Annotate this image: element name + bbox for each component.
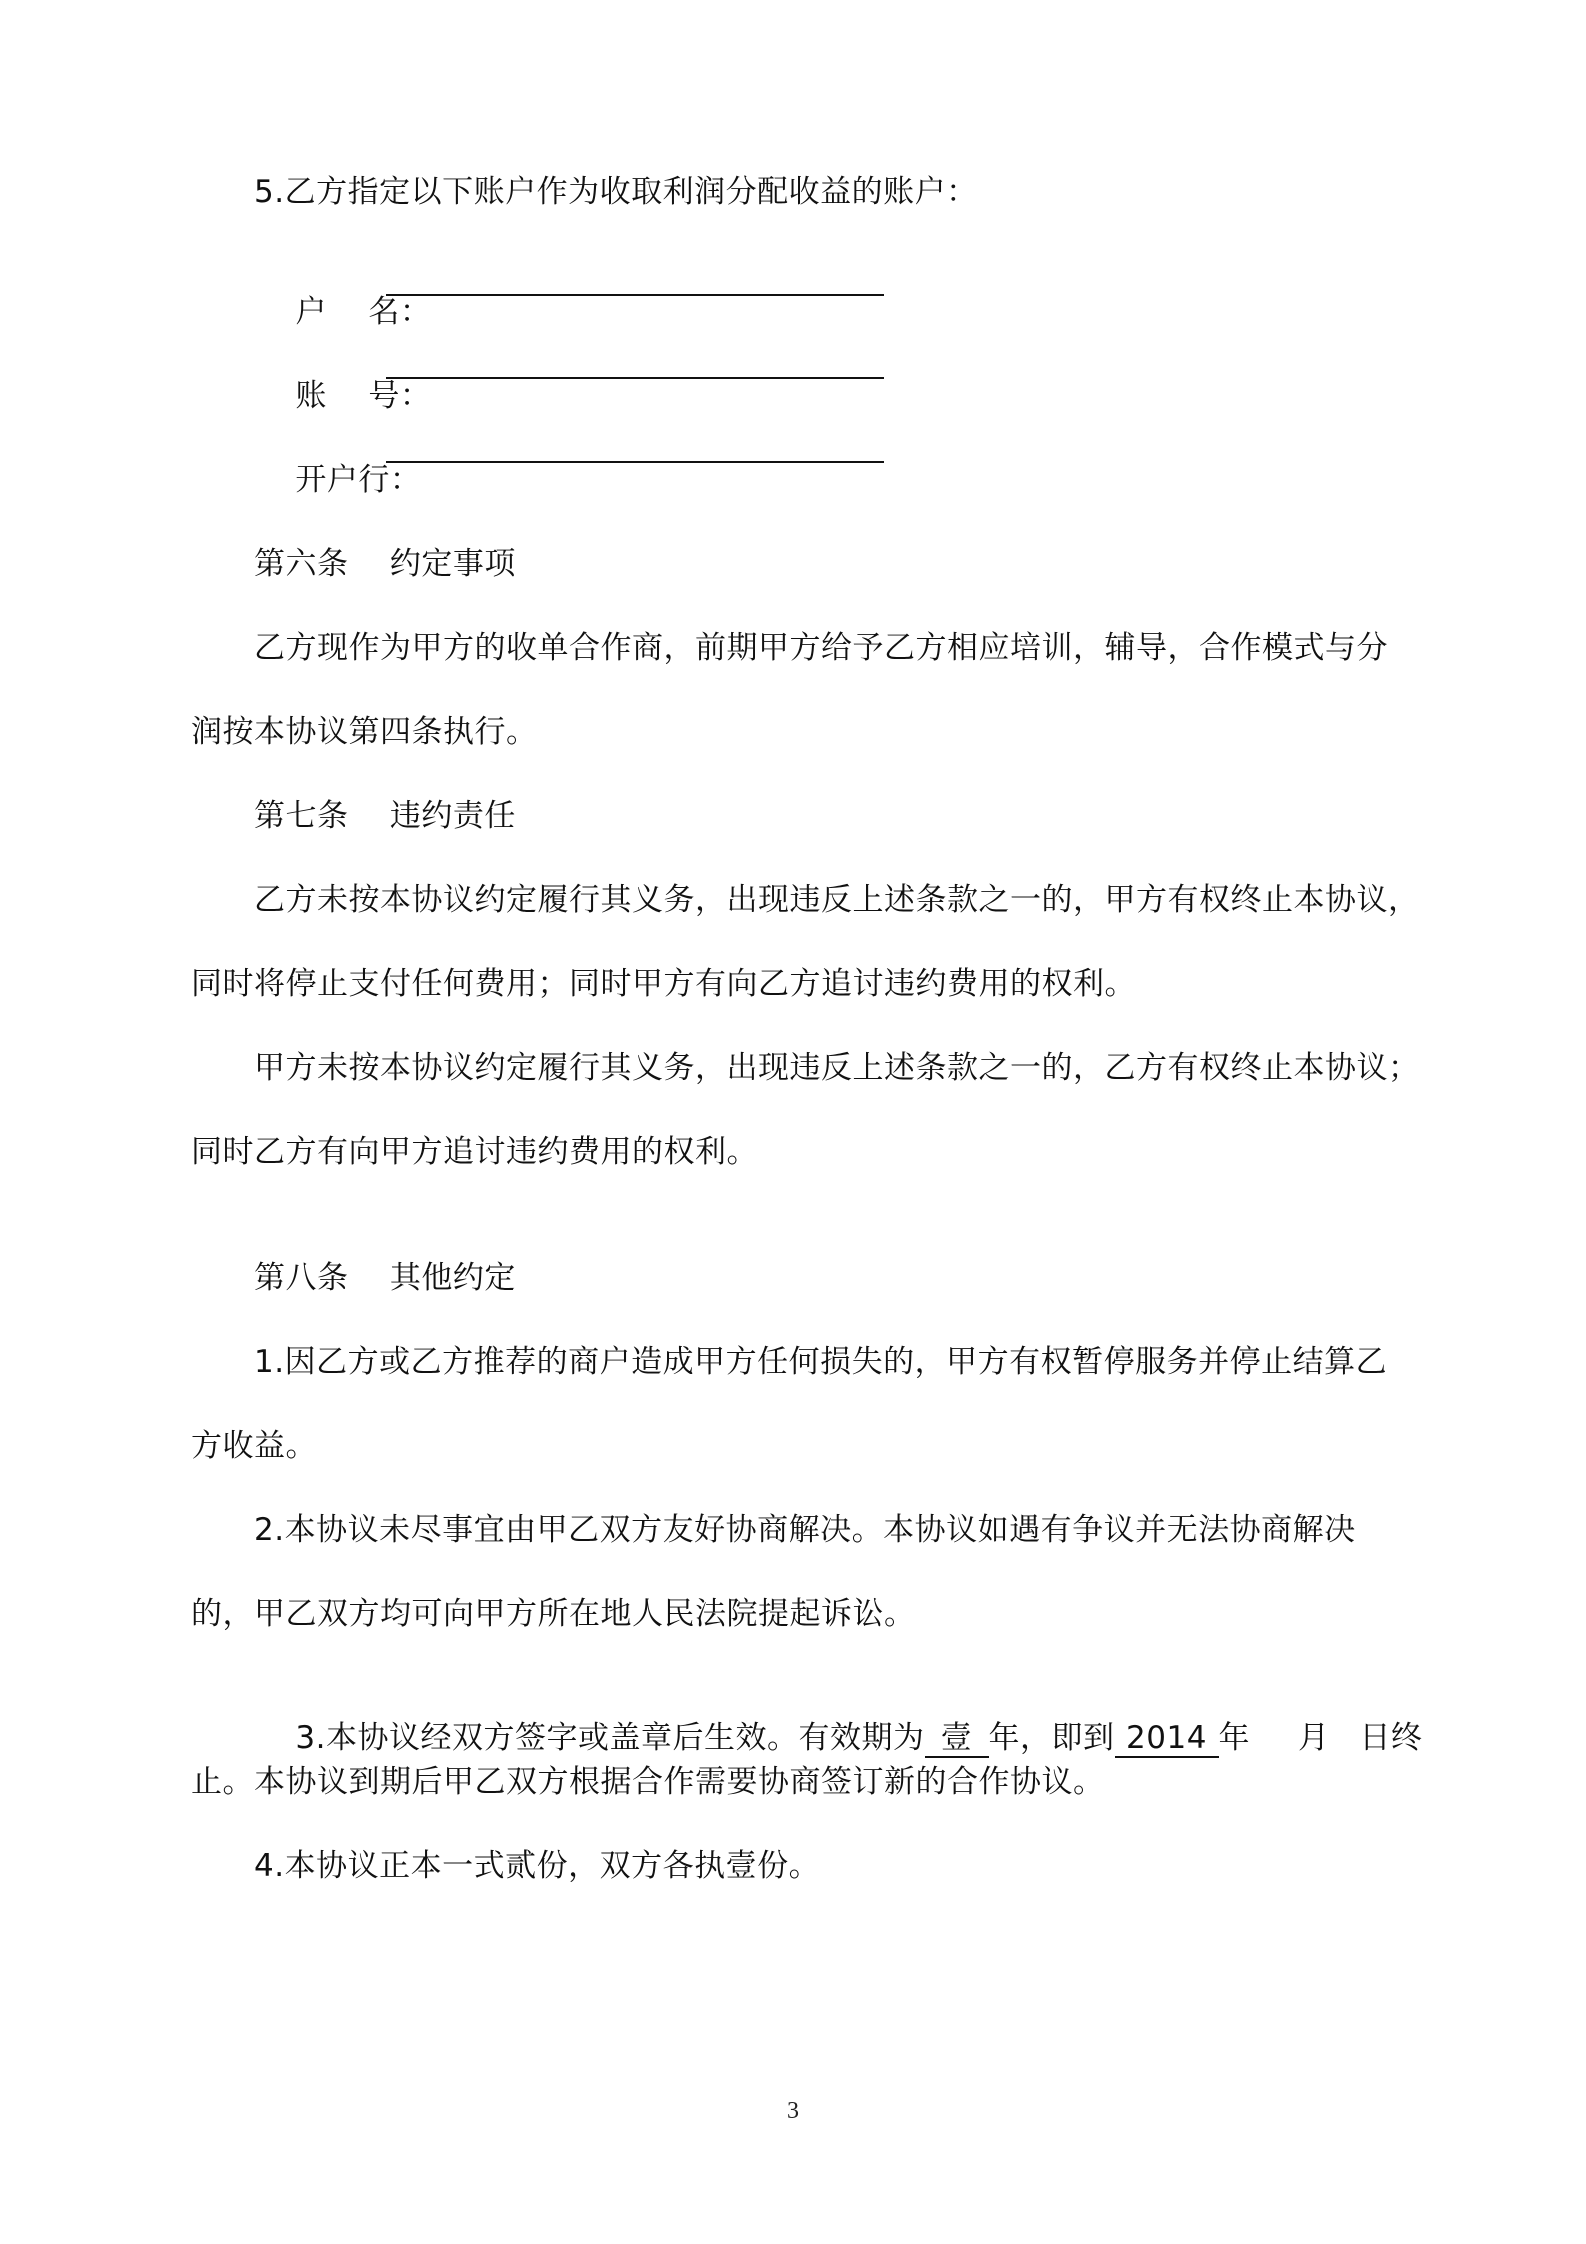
article8-item1-line2: 方收益。 bbox=[191, 1428, 317, 1464]
article7-para2-line1: 甲方未按本协议约定履行其义务，出现违反上述条款之一的，乙方有权终止本协议； bbox=[254, 1050, 1420, 1086]
article8-item3-line2: 止。本协议到期后甲乙双方根据合作需要协商签订新的合作协议。 bbox=[191, 1764, 1105, 1800]
bank-name-label bbox=[254, 420, 426, 540]
account-intro: 5.乙方指定以下账户作为收取利润分配收益的账户： bbox=[254, 174, 978, 210]
item3-text-c: 年 bbox=[1218, 1720, 1250, 1756]
article8-heading: 第八条 其他约定 bbox=[254, 1260, 516, 1296]
item3-text-a: 3.本协议经双方签字或盖章后生效。有效期为 bbox=[295, 1720, 925, 1756]
item3-text-b: 年，即到 bbox=[988, 1720, 1115, 1756]
article8-item2-line2: 的，甲乙双方均可向甲方所在地人民法院提起诉讼。 bbox=[191, 1596, 916, 1632]
article7-para2-line2: 同时乙方有向甲方追讨违约费用的权利。 bbox=[191, 1134, 758, 1170]
item3-text-e: 日终 bbox=[1359, 1720, 1423, 1756]
year-value-blank[interactable]: 2014 bbox=[1115, 1720, 1219, 1758]
article7-para1-line2: 同时将停止支付任何费用；同时甲方有向乙方追讨违约费用的权利。 bbox=[191, 966, 1136, 1002]
field-label: 账 号： bbox=[295, 378, 432, 414]
term-value-blank[interactable]: 壹 bbox=[925, 1720, 989, 1758]
article7-para1-line1: 乙方未按本协议约定履行其义务，出现违反上述条款之一的，甲方有权终止本协议， bbox=[254, 882, 1420, 918]
article8-item2-line1: 2.本协议未尽事宜由甲乙双方友好协商解决。本协议如遇有争议并无法协商解决 bbox=[254, 1512, 1356, 1548]
field-label: 户 名： bbox=[295, 294, 432, 330]
article6-heading: 第六条 约定事项 bbox=[254, 546, 516, 582]
account-number-blank[interactable] bbox=[386, 377, 884, 379]
field-label: 开户行： bbox=[295, 462, 422, 498]
article7-heading: 第七条 违约责任 bbox=[254, 798, 516, 834]
article6-para-line2: 润按本协议第四条执行。 bbox=[191, 714, 538, 750]
page-number: 3 bbox=[787, 2098, 799, 2124]
item3-text-d: 月 bbox=[1298, 1720, 1330, 1756]
article8-item1-line1: 1.因乙方或乙方推荐的商户造成甲方任何损失的，甲方有权暂停服务并停止结算乙 bbox=[254, 1344, 1388, 1380]
bank-name-blank[interactable] bbox=[386, 461, 884, 463]
article8-item4: 4.本协议正本一式贰份，双方各执壹份。 bbox=[254, 1848, 821, 1884]
account-name-blank[interactable] bbox=[386, 294, 884, 296]
article6-para-line1: 乙方现作为甲方的收单合作商，前期甲方给予乙方相应培训，辅导，合作模式与分 bbox=[254, 630, 1388, 666]
